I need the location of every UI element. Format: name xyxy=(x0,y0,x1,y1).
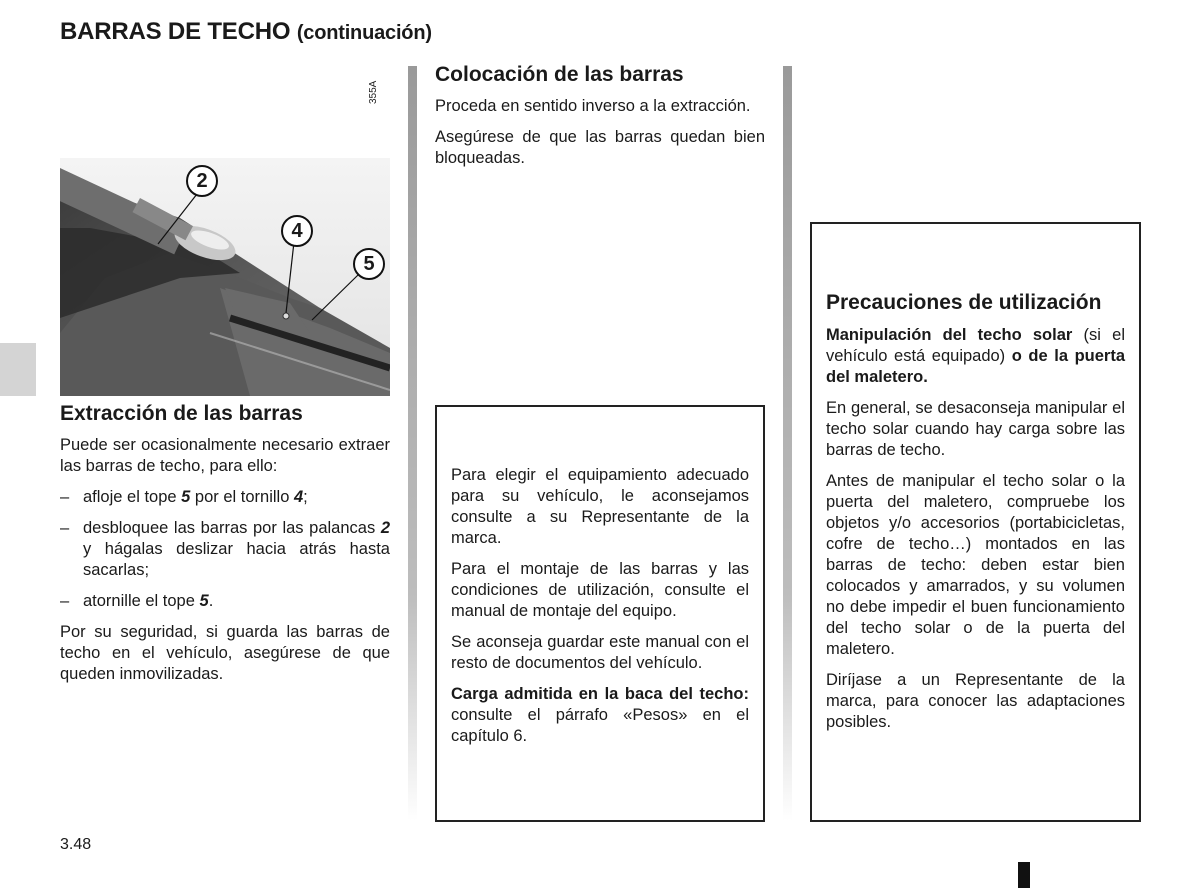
step-1-end: ; xyxy=(303,488,308,506)
page-title xyxy=(60,18,432,46)
step-1-text: afloje el tope xyxy=(83,488,182,506)
extraction-closing: Por su seguridad, si guarda las barras de techo en el vehículo, asegúrese de que queden inmovilizadas. xyxy=(60,623,390,683)
note-p4-rest: consulte el párrafo «Pesos» en el capítulo 6. xyxy=(451,706,749,745)
extraction-steps xyxy=(60,487,390,612)
step-2-text: desbloquee las barras por las palancas xyxy=(83,519,381,537)
title-sub: (continuación) xyxy=(296,22,432,44)
precautions-p3: Antes de manipular el techo solar o la puerta del maletero, compruebe los objetos y/o accesorios (portabicicletas, cofre de techo…) montados en las barras de techo: deben estar bien colocados y amarrados, y su volumen no debe impedir el buen funcionamiento del techo solar o de la puerta del maletero. xyxy=(826,472,1125,658)
page-number: 3.48 xyxy=(60,836,92,853)
precautions-box xyxy=(810,222,1141,822)
callout-5: 5 xyxy=(353,248,385,280)
note-p1: Para elegir el equipamiento adecuado para su vehículo, le aconsejamos consulte a su Representante de la marca. xyxy=(451,466,749,547)
page-edge-mark xyxy=(1018,862,1030,888)
note-p4 xyxy=(451,684,749,747)
precautions-p1-bold2: o de la puerta del maletero. xyxy=(826,347,1126,386)
column-divider-right xyxy=(783,66,792,821)
precautions-heading: Precauciones de utilización xyxy=(826,291,1102,314)
step-1-ref-5: 5 xyxy=(181,488,191,506)
step-1-ref-4: 4 xyxy=(293,488,304,506)
placement-p1: Proceda en sentido inverso a la extracción. xyxy=(435,97,751,115)
precautions-p4: Diríjase a un Representante de la marca, para conocer las adaptaciones posibles. xyxy=(826,671,1125,731)
step-1-text-2: por el tornillo xyxy=(190,488,294,506)
middle-column xyxy=(435,63,765,179)
roof-bar-illustration xyxy=(60,158,390,396)
note-p4-bold: Carga admitida en la baca del techo: xyxy=(451,685,749,703)
step-2-ref-2: 2 xyxy=(380,519,390,537)
note-p3: Se aconseja guardar este manual con el resto de documentos del vehículo. xyxy=(451,633,749,672)
equipment-note-box xyxy=(435,405,765,822)
step-3-text: atornille el tope xyxy=(83,592,200,610)
step-2-text-2: y hágalas deslizar hacia atrás hasta sacarlas; xyxy=(83,540,390,579)
note-p2: Para el montaje de las barras y las condiciones de utilización, consulte el manual de montaje del equipo. xyxy=(451,560,749,620)
extraction-intro: Puede ser ocasionalmente necesario extraer las barras de techo, para ello: xyxy=(60,436,390,475)
step-3-ref-5: 5 xyxy=(199,592,209,610)
step-3 xyxy=(60,591,390,612)
step-3-end: . xyxy=(208,592,214,610)
precautions-p1-bold: Manipulación del techo solar xyxy=(826,326,1073,344)
precautions-p2: En general, se desaconseja manipular el techo solar cuando hay carga sobre las barras de techo. xyxy=(826,399,1125,459)
column-divider-left xyxy=(408,66,417,821)
placement-heading: Colocación de las barras xyxy=(435,63,684,86)
callout-2: 2 xyxy=(186,165,218,197)
callout-4: 4 xyxy=(281,215,313,247)
step-1 xyxy=(60,487,390,508)
chapter-tab xyxy=(0,343,36,396)
left-column xyxy=(60,402,390,695)
precautions-p1-mid: (si el vehículo está equipado) xyxy=(826,326,1125,365)
precautions-p1 xyxy=(826,325,1125,388)
title-main: BARRAS DE TECHO xyxy=(60,18,291,45)
placement-p2: Asegúrese de que las barras quedan bien bloqueadas. xyxy=(435,128,765,167)
step-2 xyxy=(60,518,390,581)
extraction-heading: Extracción de las barras xyxy=(60,402,303,425)
figure-code: 355A xyxy=(368,80,379,104)
